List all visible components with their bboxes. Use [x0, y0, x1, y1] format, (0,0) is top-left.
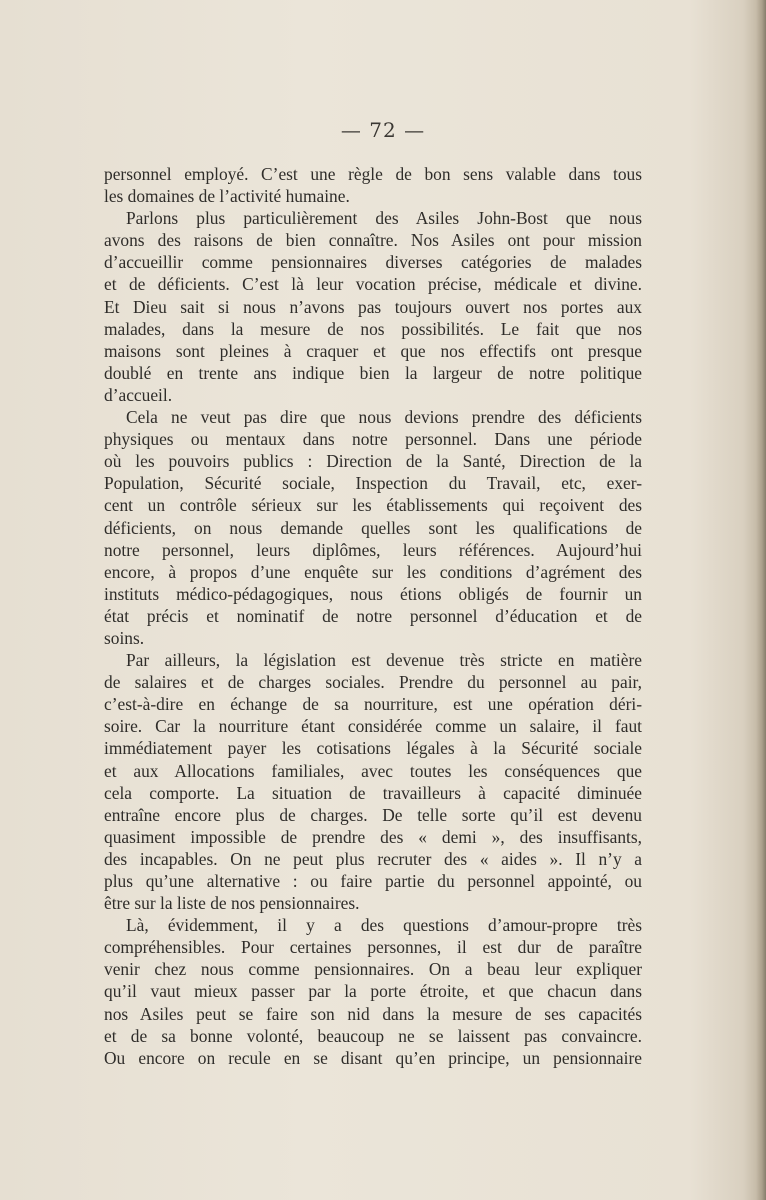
text-line: d’accueillir comme pensionnaires diverses catégories de malades — [104, 252, 642, 273]
text-line: maisons sont pleines à craquer et que nos effectifs ont presque — [104, 340, 642, 361]
text-line: être sur la liste de nos pensionnaires. — [104, 893, 360, 914]
text-line: venir chez nous comme pensionnaires. On a beau leur expliquer — [104, 959, 642, 980]
text-line: avons des raisons de bien connaître. Nos Asiles ont pour mission — [104, 230, 642, 251]
text-line: et de sa bonne volonté, beaucoup ne se laissent pas convaincre. — [104, 1025, 642, 1046]
text-line: des incapables. On ne peut plus recruter des « aides ». Il n’y a — [104, 848, 642, 869]
text-line: malades, dans la mesure de nos possibilités. Le fait que nos — [104, 318, 642, 339]
text-line: notre personnel, leurs diplômes, leurs références. Aujourd’hui — [104, 539, 642, 560]
text-line: Et Dieu sait si nous n’avons pas toujours ouvert nos portes aux — [104, 296, 642, 317]
text-line: instituts médico-pédagogiques, nous étions obligés de fournir un — [104, 583, 642, 604]
text-line: quasiment impossible de prendre des « demi », des insuffisants, — [104, 826, 642, 847]
page-edge-shadow — [756, 0, 766, 1200]
text-line: doublé en trente ans indique bien la largeur de notre politique — [104, 362, 642, 383]
text-line: cela comporte. La situation de travailleurs à capacité diminuée — [104, 782, 642, 803]
text-line: de salaires et de charges sociales. Prendre du personnel au pair, — [104, 672, 642, 693]
text-line: qu’il vaut mieux passer par la porte étroite, et que chacun dans — [104, 981, 642, 1002]
text-line: entraîne encore plus de charges. De telle sorte qu’il est devenu — [104, 804, 642, 825]
text-line: immédiatement payer les cotisations légales à la Sécurité sociale — [104, 738, 642, 759]
text-line: Parlons plus particulièrement des Asiles John-Bost que nous — [126, 208, 642, 229]
text-line: physiques ou mentaux dans notre personnel. Dans une période — [104, 429, 642, 450]
text-line: déficients, on nous demande quelles sont les qualifications de — [104, 517, 642, 538]
text-line: soire. Car la nourriture étant considérée comme un salaire, il faut — [104, 716, 642, 737]
text-line: compréhensibles. Pour certaines personnes, il est dur de paraître — [104, 937, 642, 958]
text-line: encore, à propos d’une enquête sur les conditions d’agrément des — [104, 561, 642, 582]
text-line: Cela ne veut pas dire que nous devions prendre des déficients — [126, 407, 642, 428]
page-number: — 72 — — [340, 118, 426, 142]
text-line: cent un contrôle sérieux sur les établissements qui reçoivent des — [104, 495, 642, 516]
text-line: plus qu’une alternative : ou faire partie du personnel appointé, ou — [104, 871, 642, 891]
text-line: Population, Sécurité sociale, Inspection du Travail, etc, exer- — [104, 473, 642, 494]
text-line: Ou encore on recule en se disant qu’en principe, un pensionnaire — [104, 1047, 642, 1068]
text-line: soins. — [104, 627, 145, 648]
text-line: Par ailleurs, la législation est devenue très stricte en matière — [126, 650, 642, 671]
body-text — [104, 163, 642, 1069]
text-line: où les pouvoirs publics : Direction de la Santé, Direction de la — [104, 451, 642, 472]
text-line: et aux Allocations familiales, avec toutes les conséquences que — [104, 760, 642, 781]
text-line: et de déficients. C’est là leur vocation précise, médicale et divine. — [104, 274, 642, 295]
text-line: Là, évidemment, il y a des questions d’amour-propre très — [126, 915, 642, 936]
text-line: nos Asiles peut se faire son nid dans la mesure de ses capacités — [104, 1003, 642, 1024]
text-line: état précis et nominatif de notre personnel d’éducation et de — [104, 605, 642, 626]
text-line: les domaines de l’activité humaine. — [104, 186, 350, 207]
text-line: c’est-à-dire en échange de sa nourriture, est une opération déri- — [104, 694, 642, 715]
text-line: personnel employé. C’est une règle de bon sens valable dans tous — [104, 164, 642, 184]
text-line: d’accueil. — [104, 384, 173, 405]
